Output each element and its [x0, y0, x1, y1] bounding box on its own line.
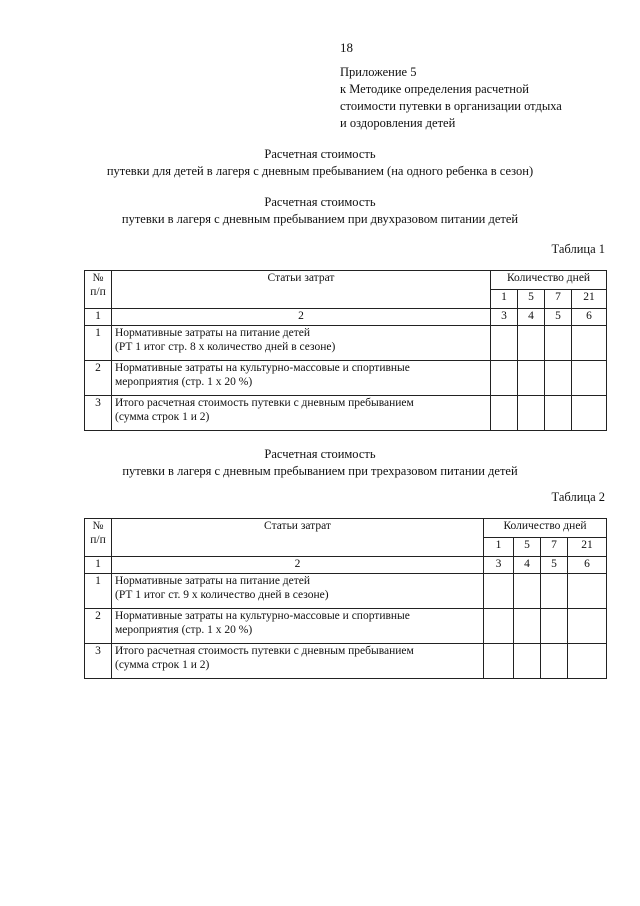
- appendix-line: к Методике определения расчетной: [340, 82, 529, 96]
- table2-days-header: Количество дней: [484, 519, 607, 538]
- value-cell: [518, 396, 545, 431]
- row-line: Нормативные затраты на питание детей: [115, 575, 311, 587]
- value-cell: [572, 326, 607, 361]
- value-cell: [541, 644, 568, 679]
- table2-index-row: [85, 557, 607, 574]
- days-cell: 21: [572, 290, 607, 309]
- row-description: [112, 609, 484, 644]
- index-cell: 1: [85, 557, 112, 574]
- table-row: [85, 326, 607, 361]
- table-row: [85, 644, 607, 679]
- days-cell: 1: [491, 290, 518, 309]
- num-header-line2: п/п: [90, 286, 106, 298]
- index-cell: 5: [545, 309, 572, 326]
- index-cell: 4: [514, 557, 541, 574]
- value-cell: [514, 609, 541, 644]
- row-line: Итого расчетная стоимость путевки с дневным пребыванием: [115, 645, 414, 657]
- row-number: 3: [85, 396, 112, 431]
- index-cell: 4: [518, 309, 545, 326]
- table1-heading-line1: Расчетная стоимость: [264, 195, 376, 209]
- days-cell: 7: [541, 538, 568, 557]
- table-row: [85, 609, 607, 644]
- table2-heading-line2: путевки в лагеря с дневным пребыванием при трехразовом питании детей: [122, 464, 518, 478]
- row-description: [112, 644, 484, 679]
- num-header-line1: №: [92, 272, 104, 284]
- table2-heading: [0, 446, 640, 480]
- table2-label: Таблица 2: [551, 490, 605, 504]
- row-line: Нормативные затраты на культурно-массовые и спортивные: [115, 610, 410, 622]
- value-cell: [484, 609, 514, 644]
- value-cell: [518, 361, 545, 396]
- table1-days-header: Количество дней: [491, 271, 607, 290]
- row-number: 3: [85, 644, 112, 679]
- table2: [84, 518, 607, 679]
- table2-items-header: Статьи затрат: [112, 519, 484, 557]
- num-header-line2: п/п: [90, 534, 106, 546]
- appendix-header: [340, 64, 562, 132]
- row-line: (сумма строк 1 и 2): [115, 659, 210, 671]
- value-cell: [568, 609, 607, 644]
- index-cell: 6: [568, 557, 607, 574]
- value-cell: [484, 574, 514, 609]
- appendix-line: Приложение 5: [340, 65, 417, 79]
- table1-num-header: [85, 271, 112, 309]
- row-line: Нормативные затраты на культурно-массовые и спортивные: [115, 362, 410, 374]
- value-cell: [514, 574, 541, 609]
- table-row: [85, 574, 607, 609]
- row-description: [112, 361, 491, 396]
- appendix-line: и оздоровления детей: [340, 116, 456, 130]
- value-cell: [491, 326, 518, 361]
- days-cell: 5: [514, 538, 541, 557]
- table1-label: Таблица 1: [551, 242, 605, 256]
- value-cell: [568, 574, 607, 609]
- main-heading: [0, 146, 640, 180]
- main-heading-line2: путевки для детей в лагеря с дневным пребыванием (на одного ребенка в сезон): [106, 164, 534, 178]
- days-cell: 7: [545, 290, 572, 309]
- row-number: 1: [85, 574, 112, 609]
- row-line: Итого расчетная стоимость путевки с дневным пребыванием: [115, 397, 414, 409]
- table1-heading: [0, 194, 640, 228]
- row-description: [112, 396, 491, 431]
- row-line: (сумма строк 1 и 2): [115, 411, 210, 423]
- table2-heading-line1: Расчетная стоимость: [264, 447, 376, 461]
- value-cell: [541, 609, 568, 644]
- value-cell: [518, 326, 545, 361]
- table-row: [85, 396, 607, 431]
- appendix-line: стоимости путевки в организации отдыха: [340, 99, 562, 113]
- index-cell: 2: [112, 557, 484, 574]
- table-row: [85, 361, 607, 396]
- days-cell: 1: [484, 538, 514, 557]
- row-description: [112, 574, 484, 609]
- row-number: 2: [85, 361, 112, 396]
- index-cell: 5: [541, 557, 568, 574]
- row-line: Нормативные затраты на питание детей: [115, 327, 311, 339]
- value-cell: [572, 396, 607, 431]
- table1: [84, 270, 607, 431]
- value-cell: [545, 326, 572, 361]
- page-number: 18: [340, 40, 353, 55]
- days-cell: 5: [518, 290, 545, 309]
- table1-items-header: Статьи затрат: [112, 271, 491, 309]
- value-cell: [545, 361, 572, 396]
- row-line: (РТ 1 итог стр. 8 х количество дней в сезоне): [115, 341, 336, 353]
- table1-index-row: [85, 309, 607, 326]
- value-cell: [491, 396, 518, 431]
- days-cell: 21: [568, 538, 607, 557]
- table1-header-row: [85, 271, 607, 290]
- table2-num-header: [85, 519, 112, 557]
- row-line: мероприятия (стр. 1 х 20 %): [115, 376, 253, 388]
- value-cell: [491, 361, 518, 396]
- table1-heading-line2: путевки в лагеря с дневным пребыванием при двухразовом питании детей: [121, 212, 519, 226]
- value-cell: [541, 574, 568, 609]
- index-cell: 6: [572, 309, 607, 326]
- table2-header-row: [85, 519, 607, 538]
- value-cell: [484, 644, 514, 679]
- index-cell: 2: [112, 309, 491, 326]
- value-cell: [545, 396, 572, 431]
- value-cell: [568, 644, 607, 679]
- row-number: 2: [85, 609, 112, 644]
- index-cell: 3: [491, 309, 518, 326]
- row-number: 1: [85, 326, 112, 361]
- main-heading-line1: Расчетная стоимость: [264, 147, 376, 161]
- num-header-line1: №: [92, 520, 104, 532]
- row-line: (РТ 1 итог ст. 9 х количество дней в сезоне): [115, 589, 329, 601]
- value-cell: [514, 644, 541, 679]
- index-cell: 3: [484, 557, 514, 574]
- row-description: [112, 326, 491, 361]
- value-cell: [572, 361, 607, 396]
- row-line: мероприятия (стр. 1 х 20 %): [115, 624, 253, 636]
- index-cell: 1: [85, 309, 112, 326]
